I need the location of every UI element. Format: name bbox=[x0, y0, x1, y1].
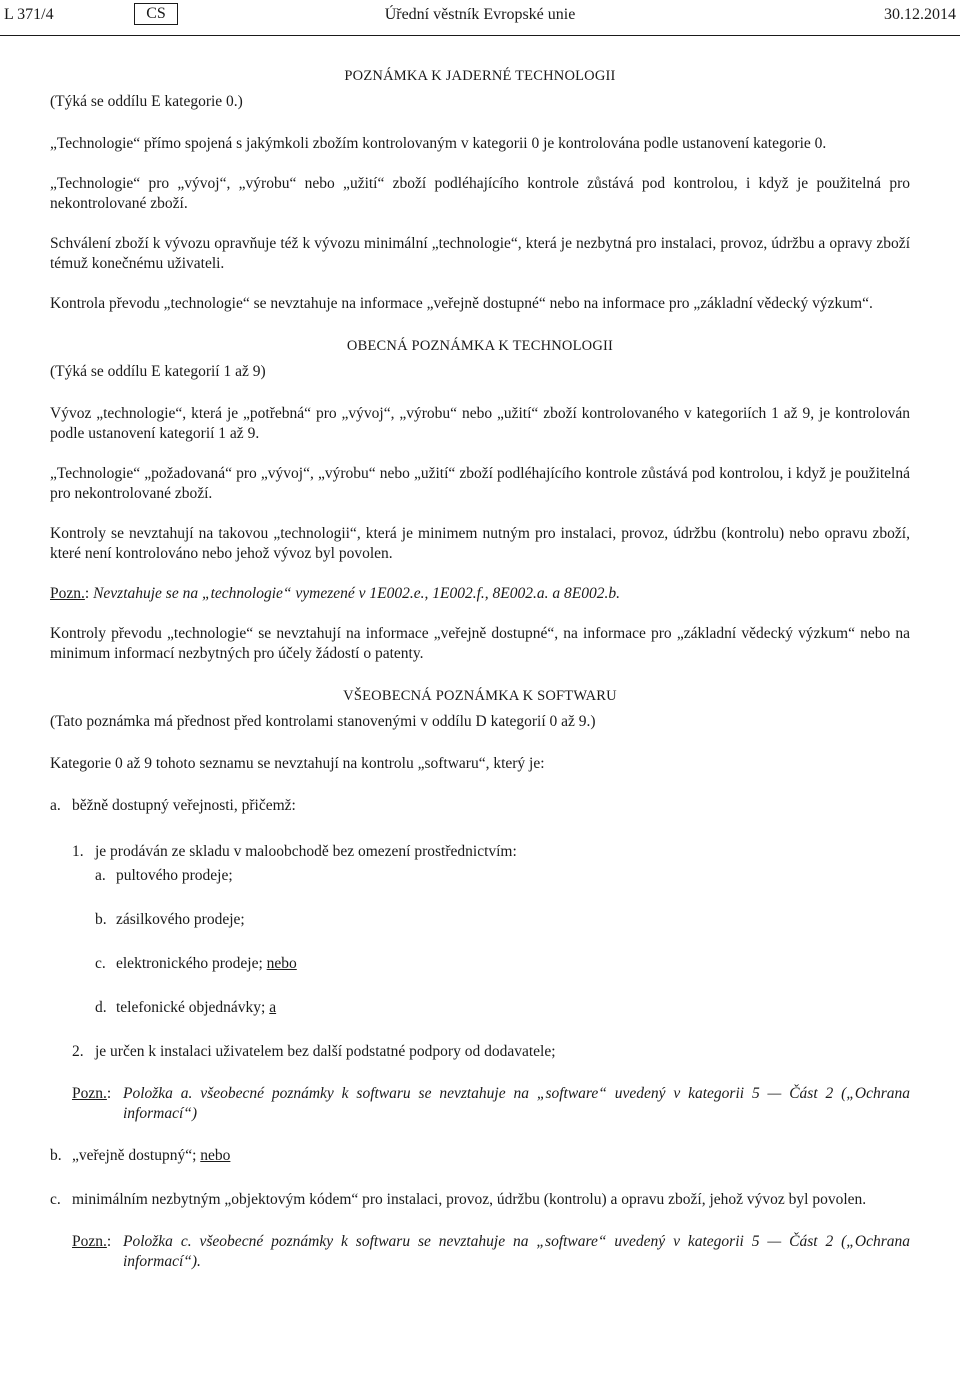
list-item-text: „veřejně dostupný“; nebo bbox=[72, 1147, 231, 1164]
sales-method-list bbox=[95, 866, 910, 1018]
note-label: Pozn.: bbox=[72, 1233, 112, 1250]
general-tech-paragraph-1: Vývoz „technologie“, která je „potřebná“ pro „vývoj“, „výrobu“ nebo „užití“ zboží kontrolovaného v kategoriích 1 až 9, je kontrolován podle ustanovení kategorií 1 až 9. bbox=[50, 405, 910, 442]
publication-date: 30.12.2014 bbox=[884, 6, 956, 23]
note-label: Pozn. bbox=[50, 585, 85, 602]
document-body bbox=[50, 66, 910, 1272]
list-marker: a. bbox=[95, 867, 106, 884]
page-header bbox=[0, 0, 960, 36]
nuclear-note-title: POZNÁMKA K JADERNÉ TECHNOLOGII bbox=[344, 68, 616, 84]
sales-method-item bbox=[95, 998, 910, 1018]
journal-title: Úřední věstník Evropské unie bbox=[384, 6, 576, 23]
list-marker: a. bbox=[50, 797, 61, 814]
sales-method-item bbox=[95, 866, 910, 886]
general-tech-note-title: OBECNÁ POZNÁMKA K TECHNOLOGII bbox=[346, 338, 614, 354]
general-tech-paragraph-2: „Technologie“ „požadovaná“ pro „vývoj“, „výrobu“ nebo „užití“ zboží podléhajícího kontrole zůstává pod kontrolou, i když je použitelná pro nekontrolované zboží. bbox=[50, 465, 910, 502]
general-tech-paragraph-4: Kontroly převodu „technologie“ se nevztahují na informace „veřejně dostupné“, na informace pro „základní vědecký výzkum“ nebo na minimum informací nezbytných pro účely žádostí o patenty. bbox=[50, 625, 910, 662]
nuclear-note-scope: (Týká se oddílu E kategorie 0.) bbox=[50, 93, 243, 110]
list-marker: b. bbox=[95, 911, 107, 928]
list-item-text: je prodáván ze skladu v maloobchodě bez omezení prostřednictvím: bbox=[95, 843, 517, 860]
header-divider bbox=[0, 35, 960, 36]
nuclear-paragraph-4: Kontrola převodu „technologie“ se nevztahuje na informace „veřejně dostupné“ nebo na informace pro „základní vědecký výzkum“. bbox=[50, 295, 873, 312]
list-item-a1 bbox=[72, 842, 910, 862]
list-item-text: pultového prodeje; bbox=[116, 867, 233, 884]
nuclear-paragraph-1: „Technologie“ přímo spojená s jakýmkoli zbožím kontrolovaným v kategorii 0 je kontrolována podle ustanovení kategorie 0. bbox=[50, 135, 827, 152]
software-note-intro: Kategorie 0 až 9 tohoto seznamu se nevztahují na kontrolu „softwaru“, který je: bbox=[50, 755, 545, 772]
list-item-b bbox=[50, 1146, 910, 1166]
sales-method-item bbox=[95, 954, 910, 974]
note-label: Pozn.: bbox=[72, 1085, 112, 1102]
software-note-1 bbox=[72, 1084, 910, 1124]
sales-method-item bbox=[95, 910, 910, 930]
note-text: Položka a. všeobecné poznámky k softwaru se nevztahuje na „software“ uvedený v kategorii 5 — Část 2 („Ochrana informací“) bbox=[123, 1085, 910, 1122]
list-item-text: běžně dostupný veřejnosti, přičemž: bbox=[72, 797, 296, 814]
list-marker: d. bbox=[95, 999, 107, 1016]
list-item-a2 bbox=[72, 1042, 910, 1062]
list-marker: c. bbox=[95, 955, 106, 972]
list-marker: c. bbox=[50, 1191, 61, 1208]
general-tech-note-scope: (Týká se oddílu E kategorií 1 až 9) bbox=[50, 363, 266, 380]
list-marker: 2. bbox=[72, 1043, 84, 1060]
nuclear-paragraph-3: Schválení zboží k vývozu opravňuje též k vývozu minimální „technologie“, která je nezbytná pro instalaci, provoz, údržbu a opravy zboží témuž konečnému uživateli. bbox=[50, 235, 910, 272]
software-note-precedence: (Tato poznámka má přednost před kontrolami stanovenými v oddílu D kategorií 0 až 9.) bbox=[50, 713, 596, 730]
note-text: Položka c. všeobecné poznámky k softwaru se nevztahuje na „software“ uvedený v kategorii 5 — Část 2 („Ochrana informací“). bbox=[123, 1233, 910, 1270]
software-note-title: VŠEOBECNÁ POZNÁMKA K SOFTWARU bbox=[343, 688, 617, 704]
language-code-box: CS bbox=[134, 3, 178, 25]
list-marker: 1. bbox=[72, 843, 84, 860]
general-tech-paragraph-3: Kontroly se nevztahují na takovou „technologii“, která je minimem nutným pro instalaci, provoz, údržbu (kontrolu) nebo opravu zboží, které není kontrolováno nebo jehož vývoz byl povolen. bbox=[50, 525, 910, 562]
list-item-text: zásilkového prodeje; bbox=[116, 911, 245, 928]
list-item-c bbox=[50, 1190, 910, 1210]
list-item-text: telefonické objednávky; a bbox=[116, 999, 277, 1016]
nuclear-paragraph-2: „Technologie“ pro „vývoj“, „výrobu“ nebo „užití“ zboží podléhajícího kontrole zůstává pod kontrolou, i když je použitelná pro nekontrolované zboží. bbox=[50, 175, 910, 212]
list-marker: b. bbox=[50, 1147, 62, 1164]
note-colon: : bbox=[84, 585, 90, 602]
list-item-text: je určen k instalaci uživatelem bez další podstatné podpory od dodavatele; bbox=[95, 1043, 556, 1060]
general-tech-note bbox=[50, 584, 910, 604]
note-text: Nevztahuje se na „technologie“ vymezené v 1E002.e., 1E002.f., 8E002.a. a 8E002.b. bbox=[89, 585, 620, 602]
list-item-text: minimálním nezbytným „objektovým kódem“ pro instalaci, provoz, údržbu (kontrolu) a opravu zboží, jehož vývoz byl povolen. bbox=[72, 1191, 867, 1208]
software-note-2 bbox=[72, 1232, 910, 1272]
page-reference: L 371/4 bbox=[4, 6, 54, 23]
list-item-text: elektronického prodeje; nebo bbox=[116, 955, 297, 972]
list-item-a bbox=[50, 796, 910, 816]
